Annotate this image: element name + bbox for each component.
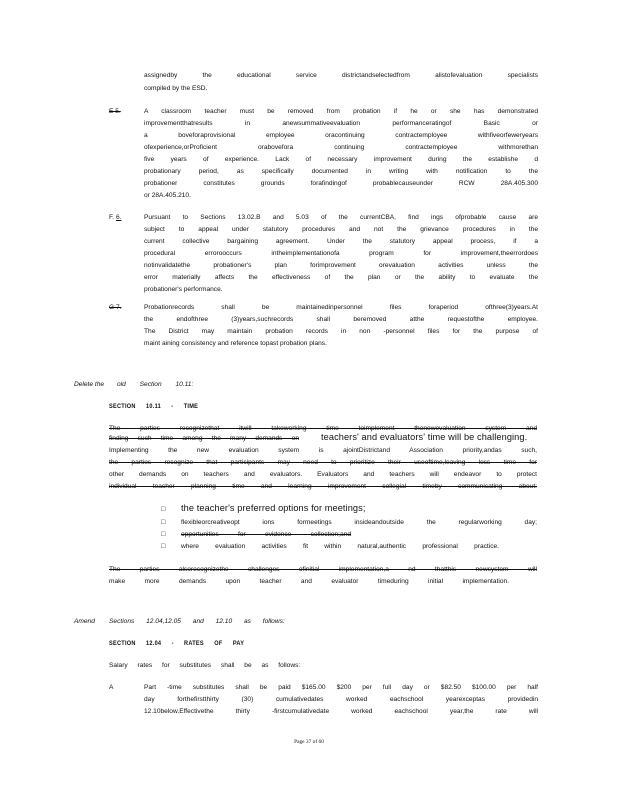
struck-line: [109, 434, 299, 443]
struck-line: The parties recognizethat itwill takeworking time toimplement thenewevaluation system and: [109, 425, 537, 432]
text-line: compiled by the ESD.: [144, 85, 208, 92]
section-heading: SECTION 10.11 - TIME: [109, 403, 199, 410]
text-line: the endofthree (3)years,suchrecords shall beremoved atthe requestofthe employee.: [144, 316, 538, 323]
text-line: a boveforaprovisional employee oracontinuing contractemployee withfiveorfeweryears: [144, 132, 538, 139]
struck-line: The parties alsorecognizethe challenges ofinitial implementation,a nd thatthis newsystem will: [109, 566, 537, 573]
text-line: maint aining consistency and reference topast probation plans.: [144, 340, 327, 347]
bullet-icon: □: [161, 543, 166, 550]
text-line: assignedby the educational service districtandselectedfrom alistofevaluation specialists: [144, 72, 538, 79]
text-line: 12.10below.Effectivethe thirty -firstcumulativedate worked eachschool year,the rate will: [144, 708, 538, 715]
bullet-item: opportunities for evidence collection;and: [181, 531, 351, 538]
section-label: [109, 213, 121, 222]
text-line: improvementthatresults in anewsummativeevaluation performanceratingof Basic or: [144, 120, 538, 127]
inserted-text: teachers' and evaluators' time will be challenging.: [321, 432, 528, 442]
section-label: G 7.: [109, 304, 122, 311]
bullet-item: the teacher's preferred options for meetings;: [181, 503, 366, 513]
text-line: probationer constitutes grounds forafindingof probablecauseunder RCW 28A.405.300: [144, 180, 538, 187]
text-line: procedural errorooccurs intheimplementationofa program for improvement,theerrordoes: [144, 250, 538, 257]
struck-text: finding such time among the many demands on: [109, 435, 299, 442]
text-line: current collective bargaining agreement. Under the statutory appeal process, if a: [144, 238, 538, 245]
bullet-icon: □: [161, 506, 166, 513]
section-number: 6.: [115, 214, 122, 221]
text-line: A classroom teacher must be removed from probation if he or she has demonstrated: [144, 108, 538, 115]
struck-line: the parties recognize that participants may need to prioritize their useoftime,leaving less time for: [109, 459, 537, 466]
text-line: or 28A.405.210.: [144, 192, 191, 199]
instruction-verb: Amend: [74, 618, 95, 625]
text-line: make more demands upon teacher and evaluator timeduring initial implementation.: [109, 578, 509, 585]
text-line: notinvalidatethe probationer's plan forimprovement orevaluation activities unless the: [144, 262, 538, 269]
section-intro: Salary rates for substitutes shall be as follows:: [109, 662, 301, 669]
page-number: Page 37 of 60: [294, 739, 324, 745]
text-line: probationer's performance.: [144, 286, 223, 293]
bullet-item: where evaluation activities fit within natural,authentic professional practice.: [181, 543, 499, 550]
text-line: The District may maintain probation records in non -personnel files for the purpose of: [144, 328, 538, 335]
text-line: Pursuant to Sections 13.02.B and 5.03 of the currentCBA, find ings ofprobable cause are: [144, 214, 538, 221]
text-line: error materially affects the effectiveness of the plan or the ability to evaluate the: [144, 274, 538, 281]
instruction-target: old Section 10.11:: [117, 381, 194, 388]
bullet-icon: □: [161, 531, 166, 538]
instruction-verb: Delete the: [74, 381, 105, 388]
bullet-icon: □: [161, 519, 166, 526]
text-line: subject to appeal under statutory procedures and not the grievance procedures in the: [144, 226, 538, 233]
text-line: five years of experience. Lack of necessary improvement during the establishe d: [144, 156, 538, 163]
section-heading: SECTION 12.04 - RATES OF PAY: [109, 640, 245, 647]
text-line: other demands on teachers and evaluators. Evaluators and teachers will endeavor to protect: [109, 471, 537, 478]
bullet-item: flexibleorcreativeopt ions formeetings insideandoutside the regularworking day;: [181, 519, 537, 526]
text-line: ofexperience,orProficient orabovefora continuing contractemployee withmorethan: [144, 144, 538, 151]
text-line: Implementing the new evaluation system is ajointDistrictand Association priority,andas such,: [109, 447, 537, 454]
item-label: A: [109, 684, 114, 691]
text-line: day forthefirstthirty (30) cumulativedates worked eachschool yearexceptas providedin: [144, 696, 538, 703]
section-letter: F.: [109, 214, 116, 221]
text-line: Part -time substitutes shall be paid $165.00 $200 per full day or $82.50 $100.00 per half: [144, 684, 538, 691]
struck-line: individual teacher planning time and learning improvement collegial timeby communicating about:: [109, 483, 537, 490]
instruction-target: Sections 12.04,12.05 and 12.10 as follows:: [109, 618, 285, 625]
text-line: probationary period, as specifically documented in writing with notification to the: [144, 168, 538, 175]
text-line: Probationrecords shall be maintainedinpersonnel files foraperiod ofthree(3)years.At: [144, 304, 538, 311]
section-label: E 5.: [109, 108, 121, 115]
